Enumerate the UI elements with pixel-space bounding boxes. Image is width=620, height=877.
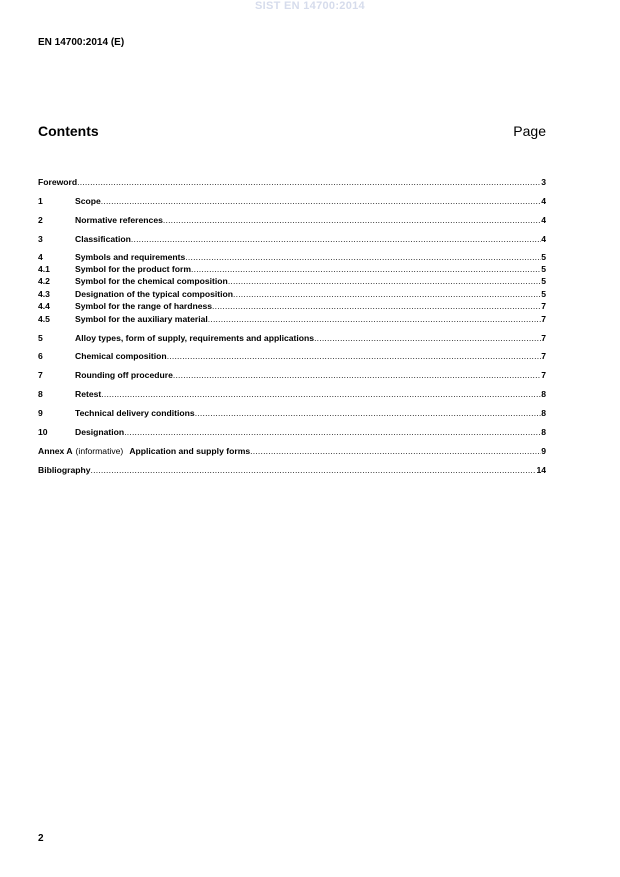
toc-entry-title: Symbol for the auxiliary material: [75, 314, 208, 324]
toc-entry-foreword[interactable]: [38, 177, 546, 188]
toc-entry-4-4[interactable]: [38, 301, 546, 312]
toc-entry-page: 9: [541, 446, 546, 456]
toc-entry-page: 7: [541, 370, 546, 380]
toc-entry-title: Rounding off procedure: [75, 370, 173, 380]
toc-entry-page: 7: [541, 301, 546, 311]
toc-entry-symbols-and-requirements[interactable]: [38, 252, 546, 263]
annex-note: (informative): [75, 446, 124, 456]
toc-entry-bibliography[interactable]: [38, 465, 546, 476]
toc-entry-page: 4: [541, 196, 546, 206]
toc-entry-title: Foreword: [38, 177, 78, 187]
page-column-label: Page: [513, 123, 546, 139]
toc-entry-number: 2: [38, 215, 43, 225]
dot-leader: [191, 264, 541, 275]
dot-leader: [131, 234, 541, 245]
toc-entry-title: Scope: [75, 196, 101, 206]
toc-entry-scope[interactable]: [38, 196, 546, 207]
toc-entry-4-2[interactable]: [38, 276, 546, 287]
dot-leader: [124, 427, 541, 438]
toc-entry-number: 10: [38, 427, 48, 437]
toc-entry-number: 4.2: [38, 276, 50, 286]
toc-entry-normative-references[interactable]: [38, 215, 546, 226]
toc-entry-title: Normative references: [75, 215, 163, 225]
toc-entry-page: 7: [541, 314, 546, 324]
toc-entry-number: 4.1: [38, 264, 50, 274]
dot-leader: [173, 370, 541, 381]
toc-entry-page: 7: [541, 333, 546, 343]
toc-entry-4-3[interactable]: [38, 289, 546, 300]
toc-entry-technical-delivery-conditions[interactable]: [38, 408, 546, 419]
dot-leader: [77, 177, 541, 188]
toc-entry-title: Application and supply forms: [129, 446, 251, 456]
toc-entry-title: Bibliography: [38, 465, 91, 475]
watermark: SIST EN 14700:2014: [255, 0, 365, 12]
page-number: 2: [38, 833, 44, 844]
toc-entry-title: Classification: [75, 234, 131, 244]
toc-entry-title: Alloy types, form of supply, requirements and applications: [75, 333, 315, 343]
dot-leader: [185, 252, 541, 263]
toc-entry-annex-a[interactable]: [38, 446, 546, 457]
toc-entry-title: Technical delivery conditions: [75, 408, 195, 418]
toc-entry-page: 14: [536, 465, 546, 475]
toc-entry-chemical-composition[interactable]: [38, 351, 546, 362]
toc-entry-number: 9: [38, 408, 43, 418]
toc-entry-page: 5: [541, 264, 546, 274]
contents-title: Contents: [38, 123, 99, 139]
toc-entry-number: 4.3: [38, 289, 50, 299]
dot-leader: [163, 215, 541, 226]
dot-leader: [101, 389, 541, 400]
toc-entry-number: 7: [38, 370, 43, 380]
toc-entry-title: Symbol for the range of hardness: [75, 301, 213, 311]
toc-entry-page: 5: [541, 276, 546, 286]
dot-leader: [167, 351, 542, 362]
dot-leader: [250, 446, 541, 457]
toc-entry-title: Symbol for the chemical composition: [75, 276, 228, 286]
dot-leader: [195, 408, 542, 419]
toc-entry-rounding-off-procedure[interactable]: [38, 370, 546, 381]
toc-entry-4-5[interactable]: [38, 314, 546, 325]
toc-entry-page: 4: [541, 215, 546, 225]
toc-entry-alloy-types[interactable]: [38, 333, 546, 344]
annex-label: Annex A: [38, 446, 73, 456]
toc-entry-page: 8: [541, 427, 546, 437]
toc-entry-number: 4: [38, 252, 43, 262]
toc-entry-number: 3: [38, 234, 43, 244]
toc-entry-title: Symbol for the product form: [75, 264, 192, 274]
toc-entry-number: 5: [38, 333, 43, 343]
toc-entry-title: Designation of the typical composition: [75, 289, 234, 299]
toc-entry-title: Chemical composition: [75, 351, 167, 361]
dot-leader: [91, 465, 537, 476]
toc-entry-page: 5: [541, 289, 546, 299]
toc-entry-designation[interactable]: [38, 427, 546, 438]
dot-leader: [208, 314, 541, 325]
toc-entry-number: 1: [38, 196, 43, 206]
dot-leader: [101, 196, 541, 207]
dot-leader: [233, 289, 541, 300]
toc-entry-number: 4.4: [38, 301, 50, 311]
document-identifier: EN 14700:2014 (E): [38, 37, 125, 48]
toc-entry-title: Designation: [75, 427, 125, 437]
dot-leader: [314, 333, 541, 344]
toc-entry-number: 4.5: [38, 314, 50, 324]
toc-entry-page: 8: [541, 389, 546, 399]
toc-entry-title: Retest: [75, 389, 102, 399]
contents-heading: [38, 123, 546, 143]
toc-entry-4-1[interactable]: [38, 264, 546, 275]
toc-entry-number: 6: [38, 351, 43, 361]
toc-entry-number: 8: [38, 389, 43, 399]
toc-entry-title: Symbols and requirements: [75, 252, 186, 262]
toc-entry-page: 7: [541, 351, 546, 361]
toc-entry-page: 4: [541, 234, 546, 244]
dot-leader: [228, 276, 541, 287]
dot-leader: [212, 301, 541, 312]
toc-entry-page: 3: [541, 177, 546, 187]
toc-entry-page: 5: [541, 252, 546, 262]
toc-entry-retest[interactable]: [38, 389, 546, 400]
toc-entry-classification[interactable]: [38, 234, 546, 245]
toc-entry-page: 8: [541, 408, 546, 418]
